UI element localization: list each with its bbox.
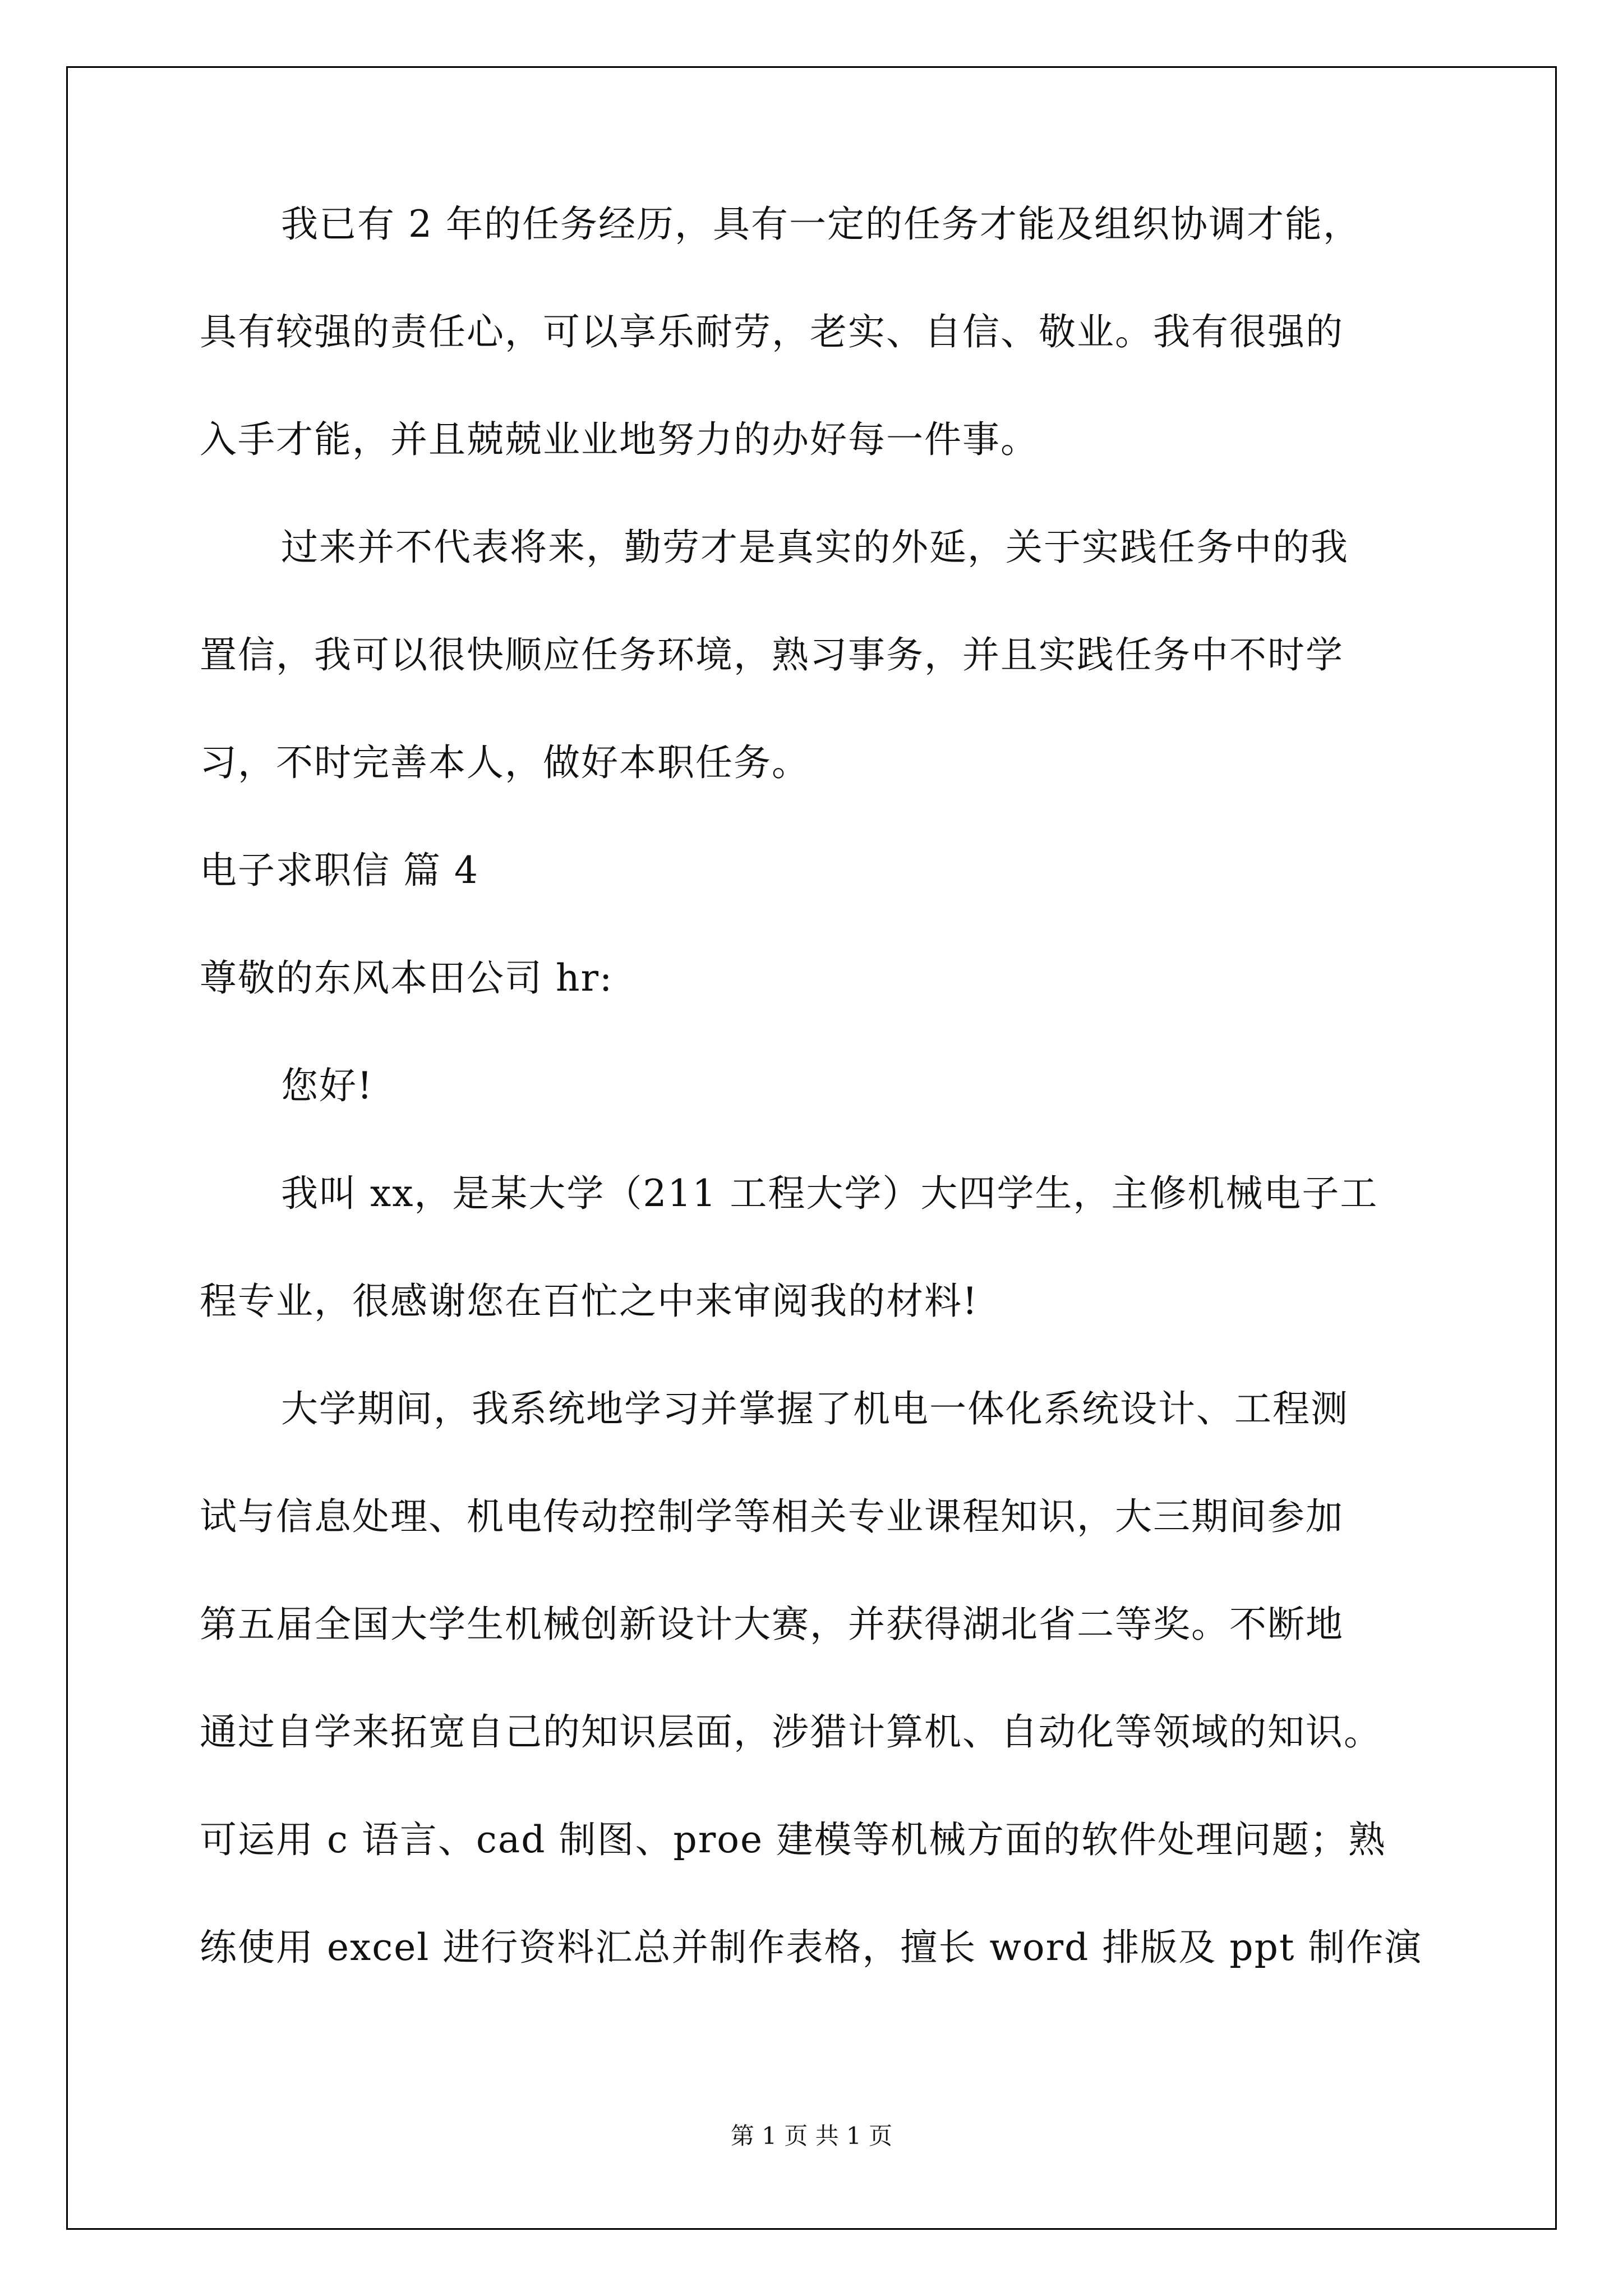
paragraph-line: 通过自学来拓宽自己的知识层面，涉猎计算机、自动化等领域的知识。	[200, 1710, 1382, 1754]
salutation: 尊敬的东风本田公司 hr:	[200, 956, 614, 1000]
paragraph-line: 习，不时完善本人，做好本职任务。	[200, 741, 810, 784]
paragraph-line: 试与信息处理、机电传动控制学等相关专业课程知识，大三期间参加	[200, 1495, 1344, 1538]
paragraph-line: 程专业，很感谢您在百忙之中来审阅我的材料!	[200, 1280, 979, 1323]
paragraph-line: 可运用 c 语言、cad 制图、proe 建模等机械方面的软件处理问题；熟	[200, 1818, 1387, 1861]
paragraph-line: 过来并不代表将来，勤劳才是真实的外延，关于实践任务中的我	[281, 526, 1349, 569]
greeting: 您好!	[281, 1064, 374, 1107]
paragraph-line: 大学期间，我系统地学习并掌握了机电一体化系统设计、工程测	[281, 1387, 1349, 1430]
section-heading: 电子求职信 篇 4	[200, 849, 479, 892]
page-footer: 第 1 页 共 1 页	[730, 2122, 893, 2150]
paragraph-line: 置信，我可以很快顺应任务环境，熟习事务，并且实践任务中不时学	[200, 633, 1344, 677]
paragraph-line: 我已有 2 年的任务经历，具有一定的任务才能及组织协调才能，	[281, 203, 1361, 246]
paragraph-line: 具有较强的责任心，可以享乐耐劳，老实、自信、敬业。我有很强的	[200, 310, 1344, 353]
page-border	[66, 66, 1557, 2230]
paragraph-line: 入手才能，并且兢兢业业地努力的办好每一件事。	[200, 418, 1039, 461]
paragraph-line: 第五届全国大学生机械创新设计大赛，并获得湖北省二等奖。不断地	[200, 1603, 1344, 1646]
paragraph-line: 练使用 excel 进行资料汇总并制作表格，擅长 word 排版及 ppt 制作演	[200, 1926, 1423, 1969]
paragraph-line: 我叫 xx，是某大学（211 工程大学）大四学生，主修机械电子工	[281, 1172, 1378, 1215]
